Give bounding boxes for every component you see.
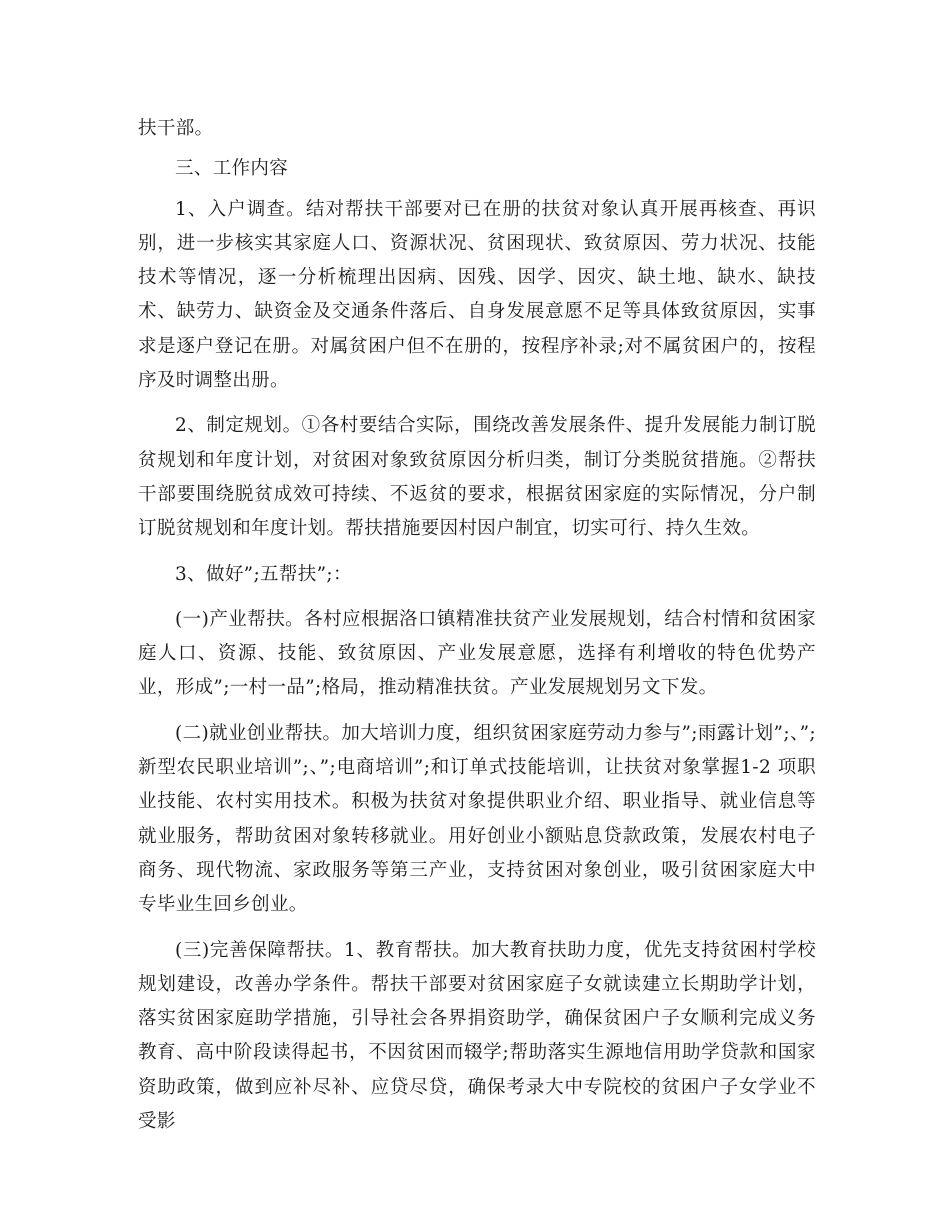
paragraph-industry-assistance: (一)产业帮扶。各村应根据洛口镇精准扶贫产业发展规划，结合村情和贫困家庭人口、资源、技能、致贫原因、产业发展意愿，选择有利增收的特色优势产业，形成”;一村一品”;格局，推动精准扶贫。产业发展规划另文下发。	[138, 608, 816, 699]
paragraph-continuation: 扶干部。	[138, 118, 214, 139]
paragraph-planning: 2、制定规划。①各村要结合实际，围绕改善发展条件、提升发展能力制订脱贫规划和年度计划，对贫困对象致贫原因分析归类，制订分类脱贫措施。②帮扶干部要围绕脱贫成效可持续、不返贫的要求，根据贫困家庭的实际情况，分户制订脱贫规划和年度计划。帮扶措施要因村因户制宜，切实可行、持久生效。	[138, 415, 816, 540]
paragraph-security-assistance: (三)完善保障帮扶。1、教育帮扶。加大教育扶助力度，优先支持贫困村学校规划建设，改善办学条件。帮扶干部要对贫困家庭子女就读建立长期助学计划，落实贫困家庭助学措施，引导社会各界捐资助学，确保贫困户子女顺利完成义务教育、高中阶段读得起书，不因贫困而辍学;帮助落实生源地信用助学贷款和国家资助政策，做到应补尽补、应贷尽贷，确保考录大中专院校的贫困户子女学业不受影	[138, 939, 816, 1133]
paragraph-employment-assistance: (二)就业创业帮扶。加大培训力度，组织贫困家庭劳动力参与”;雨露计划”;、”;新型农民职业培训”;、”;电商培训”;和订单式技能培训，让扶贫对象掌握1-2 项职业技能、农村实用技术。积极为扶贫对象提供职业介绍、职业指导、就业信息等就业服务，帮助贫困对象转移就业。用好创业小额贴息贷款政策，发展农村电子商务、现代物流、家政服务等第三产业，支持贫困对象创业，吸引贫困家庭大中专毕业生回乡创业。	[138, 722, 816, 916]
document-body	[138, 112, 816, 1139]
section-heading-work-content: 三、工作内容	[175, 158, 289, 180]
paragraph-five-assistance: 3、做好”;五帮扶”;：	[175, 563, 352, 585]
paragraph-household-survey: 1、入户调查。结对帮扶干部要对已在册的扶贫对象认真开展再核查、再识别，进一步核实其家庭人口、资源状况、贫困现状、致贫原因、劳力状况、技能技术等情况，逐一分析梳理出因病、因残、因学、因灾、缺土地、缺水、缺技术、缺劳力、缺资金及交通条件落后、自身发展意愿不足等具体致贫原因，实事求是逐户登记在册。对属贫困户但不在册的，按程序补录;对不属贫困户的，按程序及时调整出册。	[138, 198, 816, 392]
